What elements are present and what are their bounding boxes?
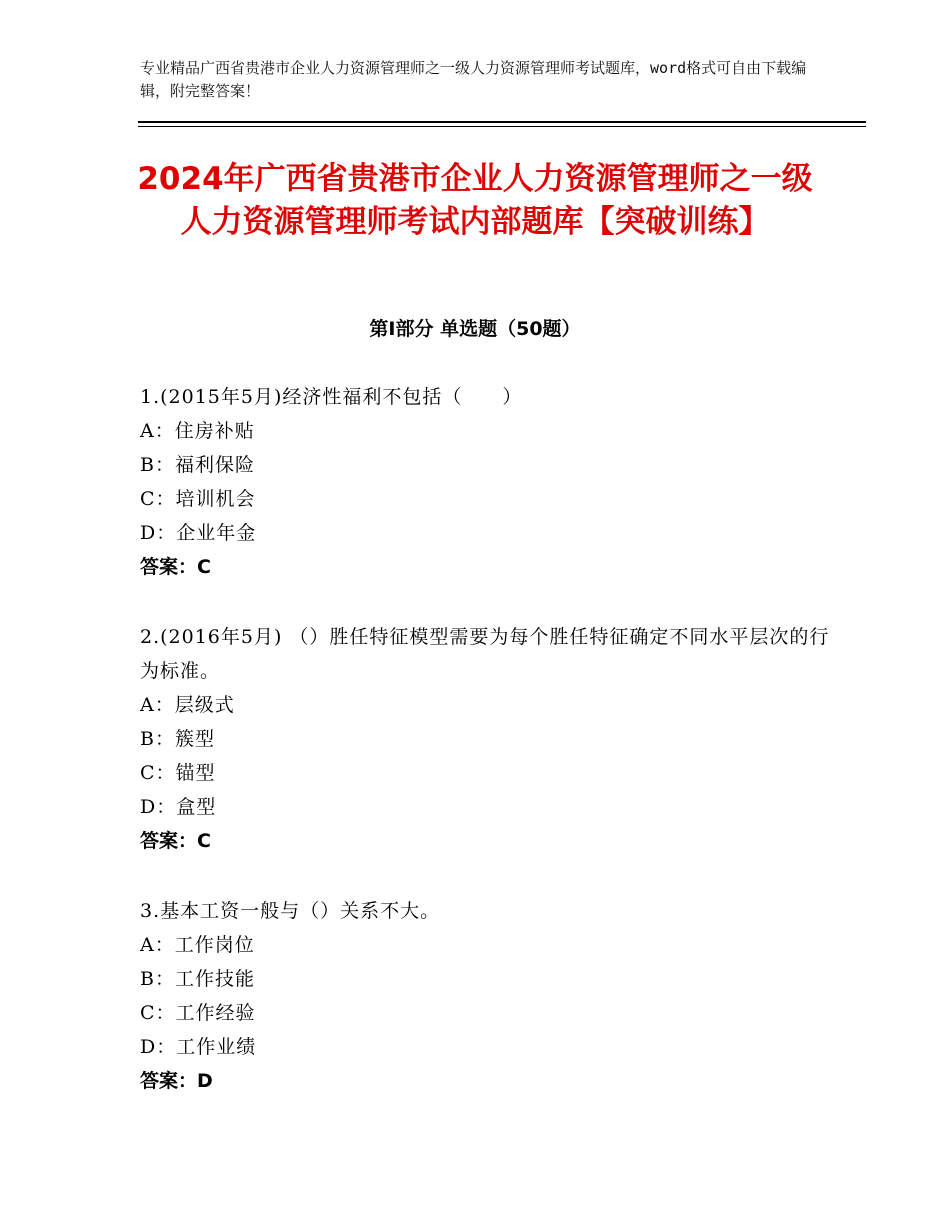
question-1 <box>140 380 830 584</box>
option-a: A：住房补贴 <box>140 420 255 442</box>
option-d: D：企业年金 <box>140 522 257 544</box>
option-b: B：福利保险 <box>140 454 255 476</box>
question-stem: 3.基本工资一般与（）关系不大。 <box>140 900 441 922</box>
answer: 答案：C <box>140 556 211 578</box>
question-2 <box>140 620 830 858</box>
document-title: 2024年广西省贵港市企业人力资源管理师之一级人力资源管理师考试内部题库【突破训练】 <box>137 161 813 240</box>
answer: 答案：D <box>140 1070 213 1092</box>
question-3 <box>140 894 830 1098</box>
option-c: C：工作经验 <box>140 1002 256 1024</box>
header-note: 专业精品广西省贵港市企业人力资源管理师之一级人力资源管理师考试题库，word格式可自由下载编辑，附完整答案！ <box>140 59 807 100</box>
question-stem: 2.(2016年5月) （）胜任特征模型需要为每个胜任特征确定不同水平层次的行为标准。 <box>140 626 830 682</box>
option-d: D：工作业绩 <box>140 1036 257 1058</box>
section-heading: 第Ⅰ部分 单选题（50题） <box>369 318 581 340</box>
option-a: A：工作岗位 <box>140 934 255 956</box>
header-rule-thin <box>138 126 866 127</box>
option-a: A：层级式 <box>140 694 235 716</box>
header-rule-thick <box>138 121 866 123</box>
option-b: B：簇型 <box>140 728 215 750</box>
option-b: B：工作技能 <box>140 968 255 990</box>
option-d: D：盒型 <box>140 796 217 818</box>
answer: 答案：C <box>140 830 211 852</box>
option-c: C：培训机会 <box>140 488 256 510</box>
option-c: C：锚型 <box>140 762 216 784</box>
question-stem: 1.(2015年5月)经济性福利不包括（ ） <box>140 386 523 408</box>
